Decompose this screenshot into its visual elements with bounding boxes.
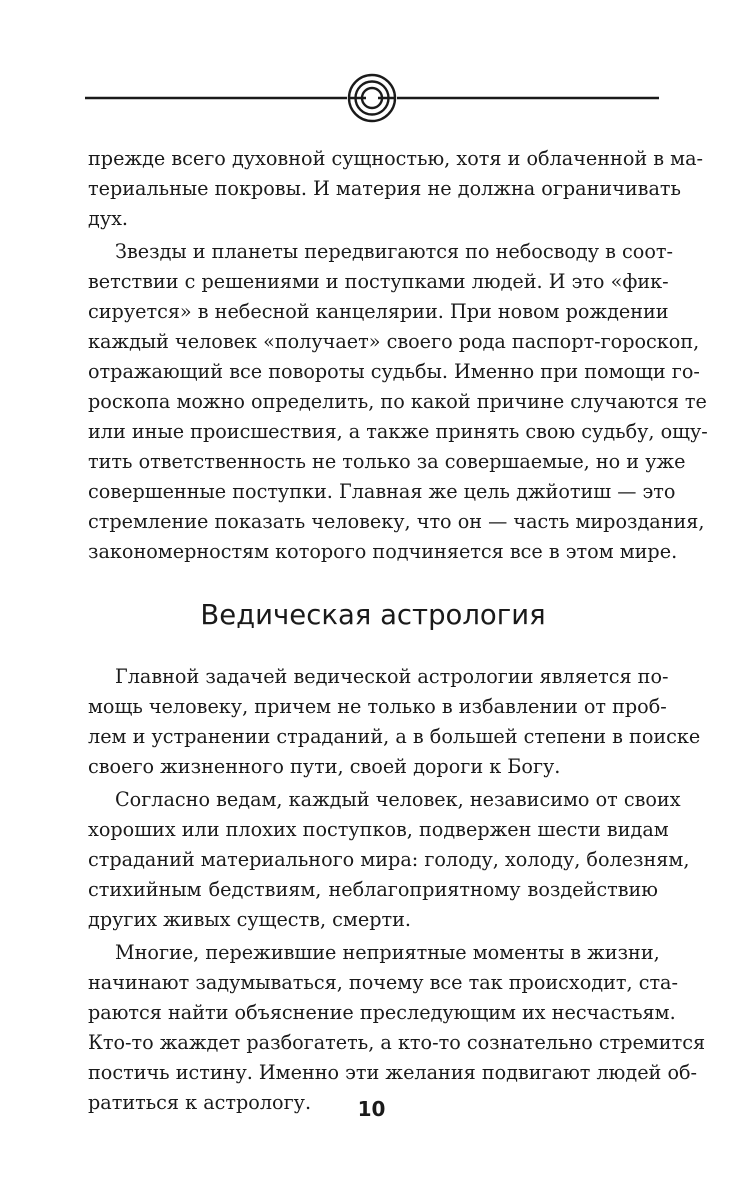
text-line: стихийным бедствиям, неблагоприятному воздействию xyxy=(88,878,658,901)
paragraph xyxy=(88,662,701,782)
paragraph xyxy=(88,237,708,567)
paragraph xyxy=(88,938,706,1118)
text-line: Многие, пережившие неприятные моменты в жизни, xyxy=(115,941,660,964)
text-line: каждый человек «получает» своего рода паспорт-гороскоп, xyxy=(88,330,700,353)
text-line: Главной задачей ведической астрологии является по- xyxy=(115,665,669,688)
text-line: стремление показать человеку, что он — часть мироздания, xyxy=(88,510,705,533)
text-line: хороших или плохих поступков, подвержен шести видам xyxy=(88,818,669,841)
paragraph xyxy=(88,785,690,935)
text-line: Звезды и планеты передвигаются по небосводу в соот- xyxy=(115,240,673,263)
section-heading: Ведическая астрология xyxy=(200,599,546,631)
text-line: своего жизненного пути, своей дороги к Богу. xyxy=(88,755,561,778)
text-line: ратиться к астрологу. xyxy=(88,1091,312,1114)
paragraph xyxy=(88,144,704,234)
header-ornament xyxy=(85,70,659,126)
text-line: постичь истину. Именно эти желания подвигают людей об- xyxy=(88,1061,698,1084)
text-line: других живых существ, смерти. xyxy=(88,908,411,931)
text-line: Кто-то жаждет разбогатеть, а кто-то сознательно стремится xyxy=(88,1031,706,1054)
text-line: дух. xyxy=(88,207,129,230)
text-line: роскопа можно определить, по какой причине случаются те xyxy=(88,390,707,413)
text-line: закономерностям которого подчиняется все в этом мире. xyxy=(88,540,678,563)
text-line: отражающий все повороты судьбы. Именно при помощи го- xyxy=(88,360,700,383)
text-line: лем и устранении страданий, а в большей степени в поиске xyxy=(88,725,701,748)
text-line: совершенные поступки. Главная же цель джйотиш — это xyxy=(88,480,676,503)
body-text-top xyxy=(88,144,708,567)
text-line: раются найти объяснение преследующим их несчастьям. xyxy=(88,1001,676,1024)
page-number: 10 xyxy=(357,1097,386,1121)
ornament-emblem-icon xyxy=(85,70,659,126)
text-line: сируется» в небесной канцелярии. При новом рождении xyxy=(88,300,669,323)
text-line: тить ответственность не только за совершаемые, но и уже xyxy=(88,450,686,473)
text-line: прежде всего духовной сущностью, хотя и облаченной в ма- xyxy=(88,147,704,170)
text-line: териальные покровы. И материя не должна ограничивать xyxy=(88,177,681,200)
text-line: или иные происшествия, а также принять свою судьбу, ощу- xyxy=(88,420,708,443)
text-line: страданий материального мира: голоду, холоду, болезням, xyxy=(88,848,690,871)
text-line: мощь человеку, причем не только в избавлении от проб- xyxy=(88,695,667,718)
body-text-bottom xyxy=(88,662,706,1118)
text-line: ветствии с решениями и поступками людей. И это «фик- xyxy=(88,270,669,293)
text-line: Согласно ведам, каждый человек, независимо от своих xyxy=(115,788,681,811)
text-line: начинают задумываться, почему все так происходит, ста- xyxy=(88,971,678,994)
